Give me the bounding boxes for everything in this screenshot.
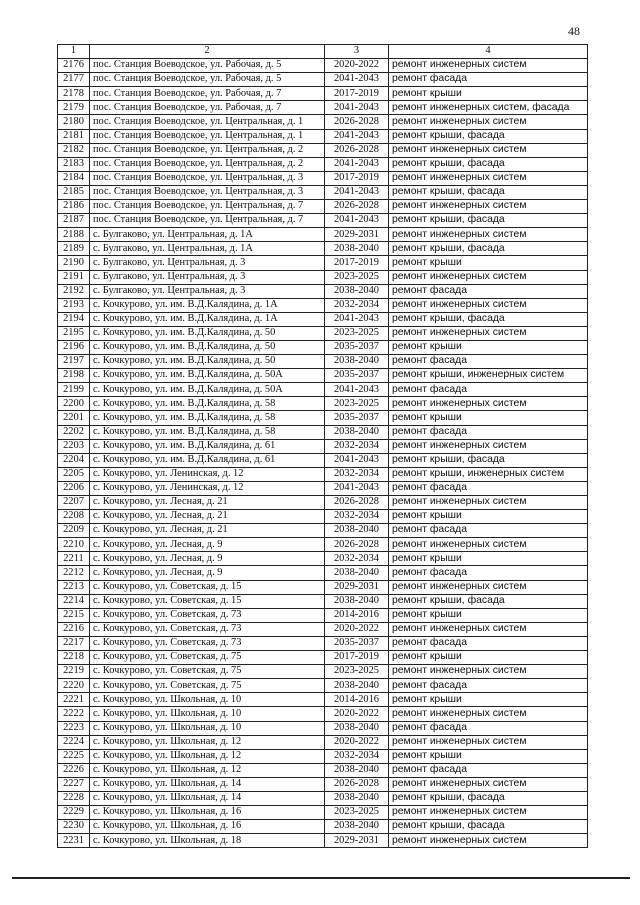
row-number: 2214 [58,594,90,608]
row-address: пос. Станция Воеводское, ул. Рабочая, д. 7 [90,101,325,115]
table-row [58,524,588,538]
table-row [58,496,588,510]
row-period: 2014-2016 [325,693,389,707]
row-period: 2014-2016 [325,608,389,622]
row-work: ремонт инженерных систем [389,171,588,185]
row-address: с. Кочкурово, ул. Лесная, д. 9 [90,552,325,566]
row-period: 2020-2022 [325,622,389,636]
table-row [58,73,588,87]
row-address: пос. Станция Воеводское, ул. Центральная, д. 3 [90,171,325,185]
table-body [58,59,588,848]
row-period: 2029-2031 [325,228,389,242]
table-row [58,834,588,848]
row-work: ремонт фасада [389,425,588,439]
row-period: 2023-2025 [325,397,389,411]
row-period: 2017-2019 [325,87,389,101]
table-row [58,622,588,636]
row-number: 2196 [58,340,90,354]
table-row [58,59,588,73]
row-period: 2023-2025 [325,270,389,284]
row-period: 2032-2034 [325,298,389,312]
row-address: с. Булгаково, ул. Центральная, д. 1А [90,228,325,242]
row-period: 2017-2019 [325,171,389,185]
row-number: 2194 [58,312,90,326]
table-row [58,298,588,312]
row-period: 2041-2043 [325,129,389,143]
table-row [58,735,588,749]
row-number: 2176 [58,59,90,73]
row-work: ремонт фасада [389,73,588,87]
row-work: ремонт крыши [389,510,588,524]
row-work: ремонт инженерных систем [389,806,588,820]
table-row [58,806,588,820]
row-period: 2041-2043 [325,73,389,87]
row-period: 2035-2037 [325,411,389,425]
row-work: ремонт крыши, фасада [389,820,588,834]
row-work: ремонт инженерных систем [389,538,588,552]
row-work: ремонт крыши, инженерных систем [389,369,588,383]
row-number: 2223 [58,721,90,735]
row-number: 2222 [58,707,90,721]
row-address: с. Кочкурово, ул. им. В.Д.Калядина, д. 50А [90,383,325,397]
row-address: с. Кочкурово, ул. Школьная, д. 10 [90,693,325,707]
row-work: ремонт крыши [389,552,588,566]
row-period: 2032-2034 [325,510,389,524]
row-address: с. Кочкурово, ул. Советская, д. 15 [90,594,325,608]
row-period: 2032-2034 [325,467,389,481]
table-row [58,481,588,495]
row-work: ремонт инженерных систем [389,735,588,749]
row-address: с. Кочкурово, ул. им. В.Д.Калядина, д. 61 [90,439,325,453]
table-row [58,397,588,411]
table-row [58,439,588,453]
row-number: 2206 [58,481,90,495]
row-work: ремонт крыши, фасада [389,214,588,228]
row-number: 2184 [58,171,90,185]
row-address: пос. Станция Воеводское, ул. Центральная, д. 2 [90,143,325,157]
row-work: ремонт инженерных систем [389,622,588,636]
row-address: пос. Станция Воеводское, ул. Центральная, д. 7 [90,200,325,214]
table-row [58,679,588,693]
row-number: 2195 [58,326,90,340]
row-period: 2041-2043 [325,214,389,228]
capital-repair-table [57,44,588,848]
row-period: 2023-2025 [325,806,389,820]
row-work: ремонт крыши, фасада [389,185,588,199]
row-work: ремонт крыши, фасада [389,594,588,608]
table-row [58,214,588,228]
row-number: 2209 [58,524,90,538]
row-work: ремонт крыши [389,651,588,665]
row-address: с. Кочкурово, ул. Лесная, д. 21 [90,496,325,510]
row-number: 2230 [58,820,90,834]
row-period: 2029-2031 [325,580,389,594]
table-row [58,538,588,552]
row-address: с. Кочкурово, ул. Ленинская, д. 12 [90,481,325,495]
row-work: ремонт фасада [389,383,588,397]
row-number: 2198 [58,369,90,383]
row-number: 2200 [58,397,90,411]
row-work: ремонт фасада [389,763,588,777]
row-period: 2020-2022 [325,59,389,73]
row-work: ремонт инженерных систем [389,834,588,848]
row-number: 2180 [58,115,90,129]
row-number: 2190 [58,256,90,270]
row-address: с. Кочкурово, ул. Школьная, д. 12 [90,763,325,777]
row-period: 2038-2040 [325,524,389,538]
row-work: ремонт фасада [389,355,588,369]
table-row [58,355,588,369]
row-number: 2211 [58,552,90,566]
row-address: с. Кочкурово, ул. Школьная, д. 16 [90,806,325,820]
row-number: 2189 [58,242,90,256]
row-period: 2032-2034 [325,439,389,453]
row-number: 2179 [58,101,90,115]
row-period: 2041-2043 [325,383,389,397]
row-address: с. Кочкурово, ул. им. В.Д.Калядина, д. 61 [90,453,325,467]
row-number: 2197 [58,355,90,369]
row-period: 2038-2040 [325,679,389,693]
row-work: ремонт крыши, фасада [389,157,588,171]
row-address: пос. Станция Воеводское, ул. Рабочая, д. 5 [90,73,325,87]
row-period: 2032-2034 [325,552,389,566]
row-number: 2185 [58,185,90,199]
row-address: с. Кочкурово, ул. Советская, д. 75 [90,651,325,665]
row-number: 2227 [58,777,90,791]
row-work: ремонт крыши [389,693,588,707]
row-number: 2210 [58,538,90,552]
row-number: 2216 [58,622,90,636]
row-address: пос. Станция Воеводское, ул. Центральная, д. 7 [90,214,325,228]
row-work: ремонт инженерных систем [389,439,588,453]
row-address: с. Булгаково, ул. Центральная, д. 1А [90,242,325,256]
row-work: ремонт инженерных систем [389,777,588,791]
row-address: с. Кочкурово, ул. им. В.Д.Калядина, д. 58 [90,425,325,439]
table-row [58,707,588,721]
row-number: 2191 [58,270,90,284]
row-number: 2229 [58,806,90,820]
row-period: 2035-2037 [325,340,389,354]
row-address: с. Кочкурово, ул. Лесная, д. 9 [90,566,325,580]
row-address: с. Кочкурово, ул. им. В.Д.Калядина, д. 50А [90,369,325,383]
table-row [58,129,588,143]
row-number: 2213 [58,580,90,594]
row-period: 2035-2037 [325,636,389,650]
table-row [58,87,588,101]
table-row [58,312,588,326]
column-header-number: 1 [58,45,90,59]
row-number: 2178 [58,87,90,101]
row-period: 2041-2043 [325,453,389,467]
row-number: 2183 [58,157,90,171]
table-row [58,580,588,594]
column-header-address: 2 [90,45,325,59]
row-period: 2029-2031 [325,834,389,848]
row-address: с. Кочкурово, ул. Лесная, д. 21 [90,510,325,524]
row-address: с. Кочкурово, ул. Лесная, д. 9 [90,538,325,552]
row-work: ремонт крыши [389,608,588,622]
table-row [58,552,588,566]
row-work: ремонт фасада [389,481,588,495]
row-work: ремонт крыши [389,411,588,425]
row-work: ремонт крыши [389,256,588,270]
row-number: 2208 [58,510,90,524]
row-period: 2038-2040 [325,820,389,834]
row-number: 2207 [58,496,90,510]
row-number: 2188 [58,228,90,242]
row-period: 2038-2040 [325,425,389,439]
row-address: с. Булгаково, ул. Центральная, д. 3 [90,256,325,270]
row-number: 2219 [58,665,90,679]
row-period: 2020-2022 [325,735,389,749]
row-period: 2038-2040 [325,763,389,777]
row-period: 2041-2043 [325,157,389,171]
row-number: 2220 [58,679,90,693]
row-number: 2203 [58,439,90,453]
table-row [58,383,588,397]
row-address: пос. Станция Воеводское, ул. Рабочая, д. 7 [90,87,325,101]
row-address: с. Кочкурово, ул. Школьная, д. 10 [90,721,325,735]
table-row [58,340,588,354]
row-address: с. Кочкурово, ул. Советская, д. 15 [90,580,325,594]
row-address: с. Кочкурово, ул. им. В.Д.Калядина, д. 50 [90,340,325,354]
table-row [58,608,588,622]
row-period: 2035-2037 [325,369,389,383]
row-address: пос. Станция Воеводское, ул. Центральная, д. 3 [90,185,325,199]
table-row [58,777,588,791]
table-row [58,453,588,467]
row-number: 2224 [58,735,90,749]
row-period: 2038-2040 [325,721,389,735]
row-work: ремонт фасада [389,636,588,650]
row-address: с. Кочкурово, ул. Советская, д. 75 [90,679,325,693]
row-number: 2182 [58,143,90,157]
table-row [58,636,588,650]
row-address: с. Кочкурово, ул. Советская, д. 73 [90,636,325,650]
table-row [58,467,588,481]
row-number: 2226 [58,763,90,777]
row-address: с. Булгаково, ул. Центральная, д. 3 [90,270,325,284]
row-period: 2041-2043 [325,481,389,495]
table-row [58,721,588,735]
table-row [58,115,588,129]
row-address: пос. Станция Воеводское, ул. Центральная, д. 1 [90,115,325,129]
table-header [58,45,588,59]
row-work: ремонт крыши [389,87,588,101]
row-number: 2192 [58,284,90,298]
table-row [58,101,588,115]
row-period: 2038-2040 [325,242,389,256]
row-number: 2231 [58,834,90,848]
row-period: 2026-2028 [325,143,389,157]
row-work: ремонт инженерных систем [389,270,588,284]
row-work: ремонт крыши, фасада [389,453,588,467]
row-period: 2026-2028 [325,115,389,129]
row-number: 2215 [58,608,90,622]
row-number: 2186 [58,200,90,214]
table-row [58,510,588,524]
table-row [58,566,588,580]
row-address: пос. Станция Воеводское, ул. Рабочая, д. 5 [90,59,325,73]
table-row [58,791,588,805]
row-work: ремонт крыши, фасада [389,242,588,256]
row-work: ремонт инженерных систем [389,59,588,73]
row-work: ремонт инженерных систем [389,228,588,242]
row-number: 2202 [58,425,90,439]
row-period: 2038-2040 [325,284,389,298]
row-work: ремонт фасада [389,524,588,538]
row-number: 2187 [58,214,90,228]
row-work: ремонт фасада [389,679,588,693]
row-work: ремонт фасада [389,284,588,298]
row-work: ремонт инженерных систем [389,298,588,312]
row-address: с. Кочкурово, ул. Школьная, д. 14 [90,791,325,805]
row-number: 2204 [58,453,90,467]
table-row [58,228,588,242]
row-work: ремонт инженерных систем [389,707,588,721]
table-row [58,143,588,157]
row-number: 2221 [58,693,90,707]
row-period: 2026-2028 [325,538,389,552]
row-number: 2225 [58,749,90,763]
row-period: 2023-2025 [325,326,389,340]
row-work: ремонт инженерных систем [389,143,588,157]
row-address: с. Кочкурово, ул. Школьная, д. 12 [90,735,325,749]
row-address: с. Кочкурово, ул. Советская, д. 73 [90,622,325,636]
row-period: 2020-2022 [325,707,389,721]
row-number: 2177 [58,73,90,87]
row-number: 2212 [58,566,90,580]
row-address: с. Кочкурово, ул. им. В.Д.Калядина, д. 58 [90,411,325,425]
row-period: 2041-2043 [325,185,389,199]
row-work: ремонт инженерных систем [389,115,588,129]
table-row [58,763,588,777]
row-work: ремонт инженерных систем, фасада [389,101,588,115]
page-number: 48 [568,24,580,38]
row-period: 2041-2043 [325,312,389,326]
row-address: с. Кочкурово, ул. Школьная, д. 18 [90,834,325,848]
row-address: с. Кочкурово, ул. им. В.Д.Калядина, д. 1А [90,298,325,312]
column-header-work: 4 [389,45,588,59]
row-work: ремонт инженерных систем [389,496,588,510]
row-number: 2199 [58,383,90,397]
row-work: ремонт крыши, фасада [389,312,588,326]
table-row [58,594,588,608]
table-row [58,185,588,199]
row-address: с. Кочкурово, ул. Лесная, д. 21 [90,524,325,538]
row-period: 2038-2040 [325,791,389,805]
row-period: 2017-2019 [325,651,389,665]
row-address: с. Кочкурово, ул. Советская, д. 73 [90,608,325,622]
row-work: ремонт инженерных систем [389,665,588,679]
row-work: ремонт фасада [389,721,588,735]
row-period: 2026-2028 [325,777,389,791]
table-row [58,820,588,834]
row-address: пос. Станция Воеводское, ул. Центральная, д. 2 [90,157,325,171]
table-row [58,270,588,284]
row-period: 2041-2043 [325,101,389,115]
table-row [58,171,588,185]
row-number: 2217 [58,636,90,650]
row-address: с. Кочкурово, ул. им. В.Д.Калядина, д. 1А [90,312,325,326]
row-number: 2205 [58,467,90,481]
row-number: 2218 [58,651,90,665]
row-work: ремонт крыши, инженерных систем [389,467,588,481]
column-header-period: 3 [325,45,389,59]
row-address: с. Кочкурово, ул. Ленинская, д. 12 [90,467,325,481]
row-number: 2228 [58,791,90,805]
table-row [58,665,588,679]
row-address: с. Кочкурово, ул. Школьная, д. 12 [90,749,325,763]
row-work: ремонт инженерных систем [389,200,588,214]
row-work: ремонт крыши [389,340,588,354]
row-work: ремонт инженерных систем [389,326,588,340]
row-period: 2026-2028 [325,496,389,510]
row-address: с. Кочкурово, ул. Школьная, д. 14 [90,777,325,791]
row-address: с. Кочкурово, ул. Школьная, д. 10 [90,707,325,721]
table-row [58,411,588,425]
row-number: 2201 [58,411,90,425]
row-period: 2023-2025 [325,665,389,679]
row-period: 2017-2019 [325,256,389,270]
row-work: ремонт инженерных систем [389,580,588,594]
row-period: 2032-2034 [325,749,389,763]
row-work: ремонт крыши, фасада [389,791,588,805]
table-row [58,326,588,340]
table-row [58,200,588,214]
row-address: с. Кочкурово, ул. Школьная, д. 16 [90,820,325,834]
row-address: с. Булгаково, ул. Центральная, д. 3 [90,284,325,298]
row-address: с. Кочкурово, ул. Советская, д. 75 [90,665,325,679]
table-row [58,425,588,439]
table-row [58,242,588,256]
row-address: с. Кочкурово, ул. им. В.Д.Калядина, д. 50 [90,326,325,340]
row-work: ремонт крыши [389,749,588,763]
table-row [58,749,588,763]
table-row [58,651,588,665]
table-row [58,284,588,298]
table-row [58,693,588,707]
table-row [58,369,588,383]
row-period: 2038-2040 [325,566,389,580]
row-work: ремонт фасада [389,566,588,580]
header-row [58,45,588,59]
table-row [58,157,588,171]
bottom-rule [12,877,630,879]
row-address: с. Кочкурово, ул. им. В.Д.Калядина, д. 50 [90,355,325,369]
row-address: с. Кочкурово, ул. им. В.Д.Калядина, д. 58 [90,397,325,411]
row-address: пос. Станция Воеводское, ул. Центральная, д. 1 [90,129,325,143]
row-work: ремонт крыши, фасада [389,129,588,143]
row-period: 2038-2040 [325,355,389,369]
row-period: 2026-2028 [325,200,389,214]
row-number: 2193 [58,298,90,312]
row-number: 2181 [58,129,90,143]
row-period: 2038-2040 [325,594,389,608]
row-work: ремонт инженерных систем [389,397,588,411]
table-row [58,256,588,270]
